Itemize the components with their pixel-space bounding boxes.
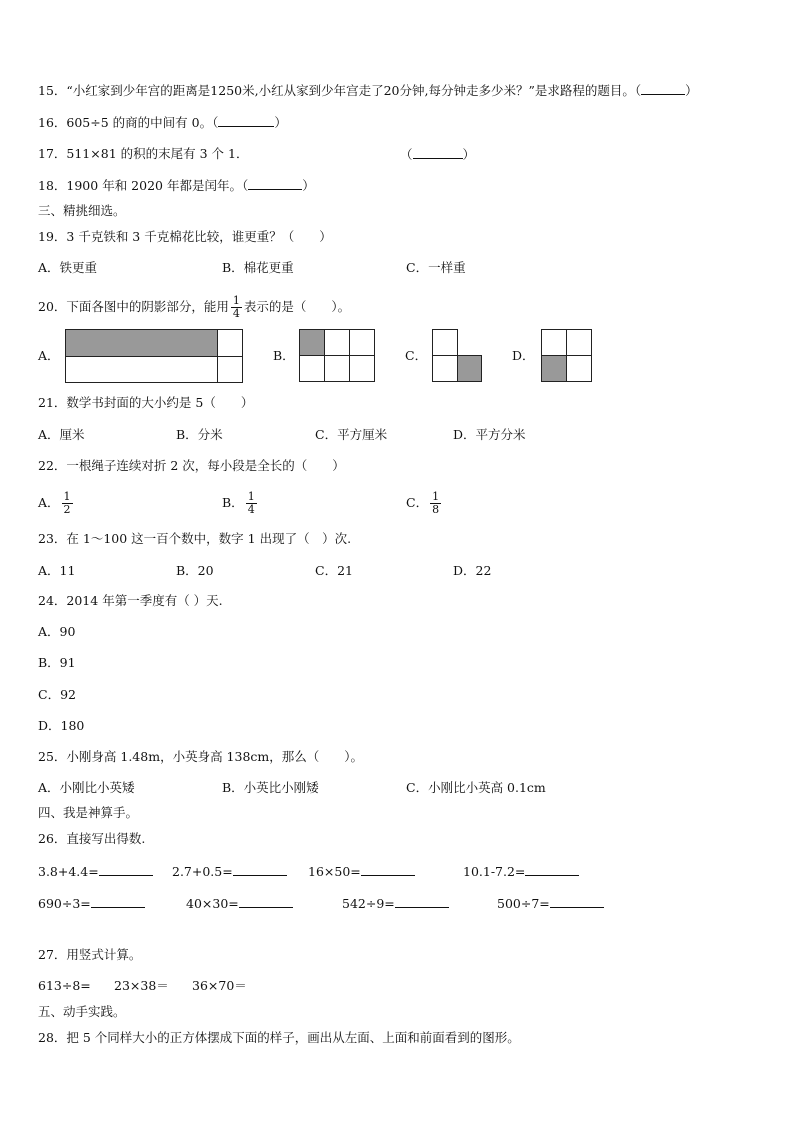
question-25: 25．小刚身高 1.48m，小英身高 138cm，那么（ ）。 (38, 749, 364, 764)
option-20-a-label[interactable]: A． (38, 348, 60, 363)
question-24: 24．2014 年第一季度有（ ）天. (38, 593, 223, 608)
vertical-calc-item: 613÷8= (38, 978, 91, 993)
option-19-c[interactable]: C．一样重 (406, 260, 466, 275)
option-25-a[interactable]: A．小刚比小英矮 (38, 780, 135, 795)
figure-20-b[interactable] (299, 329, 375, 382)
question-28: 28．把 5 个同样大小的正方体摆成下面的样子，画出从左面、上面和前面看到的图形。 (38, 1030, 520, 1045)
question-17-text: 17．511×81 的积的末尾有 3 个 1． (38, 146, 249, 161)
figure-20-b-cell (349, 329, 375, 356)
fraction-numerator: 1 (232, 294, 240, 307)
question-15-text: 15．“小红家到少年宫的距离是1250米,小红从家到少年宫走了20分钟,每分钟走多少米？”是求路程的题目。 (38, 83, 635, 98)
calc-expression: 542÷9= (342, 896, 395, 911)
figure-20-d-cell (541, 329, 567, 356)
fraction-denominator: 2 (63, 503, 71, 516)
question-23: 23．在 1～100 这一百个数中，数字 1 出现了（ ）次. (38, 531, 352, 546)
calc-expression: 40×30= (186, 896, 239, 911)
option-24-d[interactable]: D．180 (38, 718, 85, 733)
answer-blank[interactable] (550, 894, 604, 908)
question-16 (38, 113, 287, 132)
answer-paren-open: （ (241, 178, 249, 193)
option-25-c[interactable]: C．小刚比小英高 0.1cm (406, 780, 546, 795)
option-label: A． (38, 495, 60, 510)
answer-paren-close: ） (462, 147, 476, 162)
answer-blank[interactable] (233, 862, 287, 876)
calc-expression: 2.7+0.5= (172, 864, 233, 879)
figure-20-d-cell (566, 355, 592, 382)
figure-20-b-shaded-cell (299, 329, 325, 356)
section-heading-4: 四、我是神算手。 (38, 805, 139, 820)
answer-paren-open: （ (212, 115, 219, 130)
question-20-text-post: 表示的是（ ）。 (243, 299, 351, 314)
option-20-d-label[interactable]: D． (512, 348, 535, 363)
question-20 (38, 294, 350, 320)
answer-blank-18[interactable] (248, 176, 302, 190)
calc-item (308, 862, 415, 881)
fraction-numerator: 1 (247, 490, 255, 503)
option-20-c-label[interactable]: C． (405, 348, 428, 363)
answer-paren-close: ） (302, 178, 315, 193)
answer-paren-close: ） (274, 115, 287, 130)
option-21-d[interactable]: D．平方分米 (453, 427, 526, 442)
option-25-b[interactable]: B．小英比小刚矮 (222, 780, 319, 795)
option-24-c[interactable]: C．92 (38, 687, 76, 702)
answer-blank[interactable] (99, 862, 153, 876)
calc-item (172, 862, 287, 881)
fraction-numerator: 1 (63, 490, 71, 503)
figure-20-c-cell (432, 329, 458, 356)
option-23-d[interactable]: D．22 (453, 563, 492, 578)
option-23-c[interactable]: C．21 (315, 563, 353, 578)
calc-expression: 16×50= (308, 864, 361, 879)
answer-paren-close: ） (685, 83, 698, 98)
option-24-b[interactable]: B．91 (38, 655, 76, 670)
answer-blank[interactable] (395, 894, 449, 908)
vertical-calc-item: 36×70＝ (192, 978, 247, 993)
option-19-b[interactable]: B．棉花更重 (222, 260, 294, 275)
figure-20-b-cell (299, 355, 325, 382)
answer-blank-15[interactable] (641, 81, 685, 95)
question-22: 22．一根绳子连续对折 2 次，每小段是全长的（ ） (38, 458, 345, 473)
question-18-text: 18．1900 年和 2020 年都是闰年。 (38, 178, 242, 193)
answer-blank[interactable] (239, 894, 293, 908)
figure-20-b-cell (349, 355, 375, 382)
question-19: 19．3 千克铁和 3 千克棉花比较，谁更重？（ ） (38, 229, 332, 244)
section-heading-5: 五、动手实践。 (38, 1004, 126, 1019)
option-23-b[interactable]: B．20 (176, 563, 214, 578)
option-label: B． (222, 495, 244, 510)
calc-item (342, 894, 449, 913)
question-27: 27．用竖式计算。 (38, 947, 142, 962)
question-16-text: 16．605÷5 的商的中间有 0。 (38, 115, 213, 130)
answer-blank[interactable] (525, 862, 579, 876)
answer-blank-16[interactable] (218, 113, 274, 127)
calc-expression: 10.1-7.2= (463, 864, 526, 879)
answer-paren-open: （ (400, 147, 413, 162)
option-19-a[interactable]: A．铁更重 (38, 260, 98, 275)
figure-20-a-shaded-cell (65, 329, 218, 357)
option-22-a[interactable] (38, 488, 75, 518)
option-label: C． (406, 495, 429, 510)
calc-item (497, 894, 604, 913)
option-21-c[interactable]: C．平方厘米 (315, 427, 388, 442)
figure-20-b-cell (324, 329, 350, 356)
calc-expression: 690÷3= (38, 896, 91, 911)
option-22-b[interactable] (222, 488, 259, 518)
figure-20-d[interactable] (541, 329, 592, 382)
figure-20-b-cell (324, 355, 350, 382)
figure-20-a[interactable] (65, 329, 243, 383)
figure-20-a-cell (65, 356, 218, 383)
fraction-one-quarter (231, 295, 242, 320)
option-21-a[interactable]: A．厘米 (38, 427, 85, 442)
option-22-c[interactable] (406, 488, 443, 518)
question-21: 21．数学书封面的大小约是 5（ ） (38, 395, 254, 410)
answer-17 (400, 145, 475, 164)
option-21-b[interactable]: B．分米 (176, 427, 223, 442)
calc-expression: 500÷7= (497, 896, 550, 911)
figure-20-c-cell (432, 355, 458, 382)
answer-blank-17[interactable] (413, 145, 463, 159)
question-26: 26．直接写出得数. (38, 831, 146, 846)
question-17 (38, 145, 248, 163)
answer-paren-open: （ (634, 83, 642, 98)
option-23-a[interactable]: A．11 (38, 563, 76, 578)
figure-20-c[interactable] (432, 329, 482, 382)
calc-expression: 3.8+4.4= (38, 864, 99, 879)
fraction-denominator: 8 (432, 503, 440, 516)
fraction-one-quarter (246, 491, 257, 516)
answer-blank[interactable] (91, 894, 145, 908)
section-heading-3: 三、精挑细选。 (38, 203, 126, 218)
calc-item (38, 862, 153, 881)
figure-20-c-shaded-cell (457, 355, 482, 382)
question-20-text-pre: 20．下面各图中的阴影部分，能用 (38, 299, 229, 314)
question-18 (38, 176, 315, 195)
fraction-denominator: 4 (232, 307, 240, 320)
fraction-denominator: 4 (247, 503, 255, 516)
figure-20-a-cell (217, 329, 243, 357)
fraction-one-eighth (430, 491, 441, 516)
figure-20-a-cell (217, 356, 243, 383)
calc-item (186, 894, 293, 913)
calc-item (38, 894, 145, 913)
figure-20-d-cell (566, 329, 592, 356)
fraction-one-half (62, 491, 73, 516)
figure-20-d-shaded-cell (541, 355, 567, 382)
option-20-b-label[interactable]: B． (273, 348, 295, 363)
calc-item (463, 862, 579, 881)
vertical-calc-item: 23×38＝ (114, 978, 169, 993)
fraction-numerator: 1 (432, 490, 440, 503)
question-15 (38, 81, 698, 100)
option-24-a[interactable]: A．90 (38, 624, 76, 639)
answer-blank[interactable] (361, 862, 415, 876)
